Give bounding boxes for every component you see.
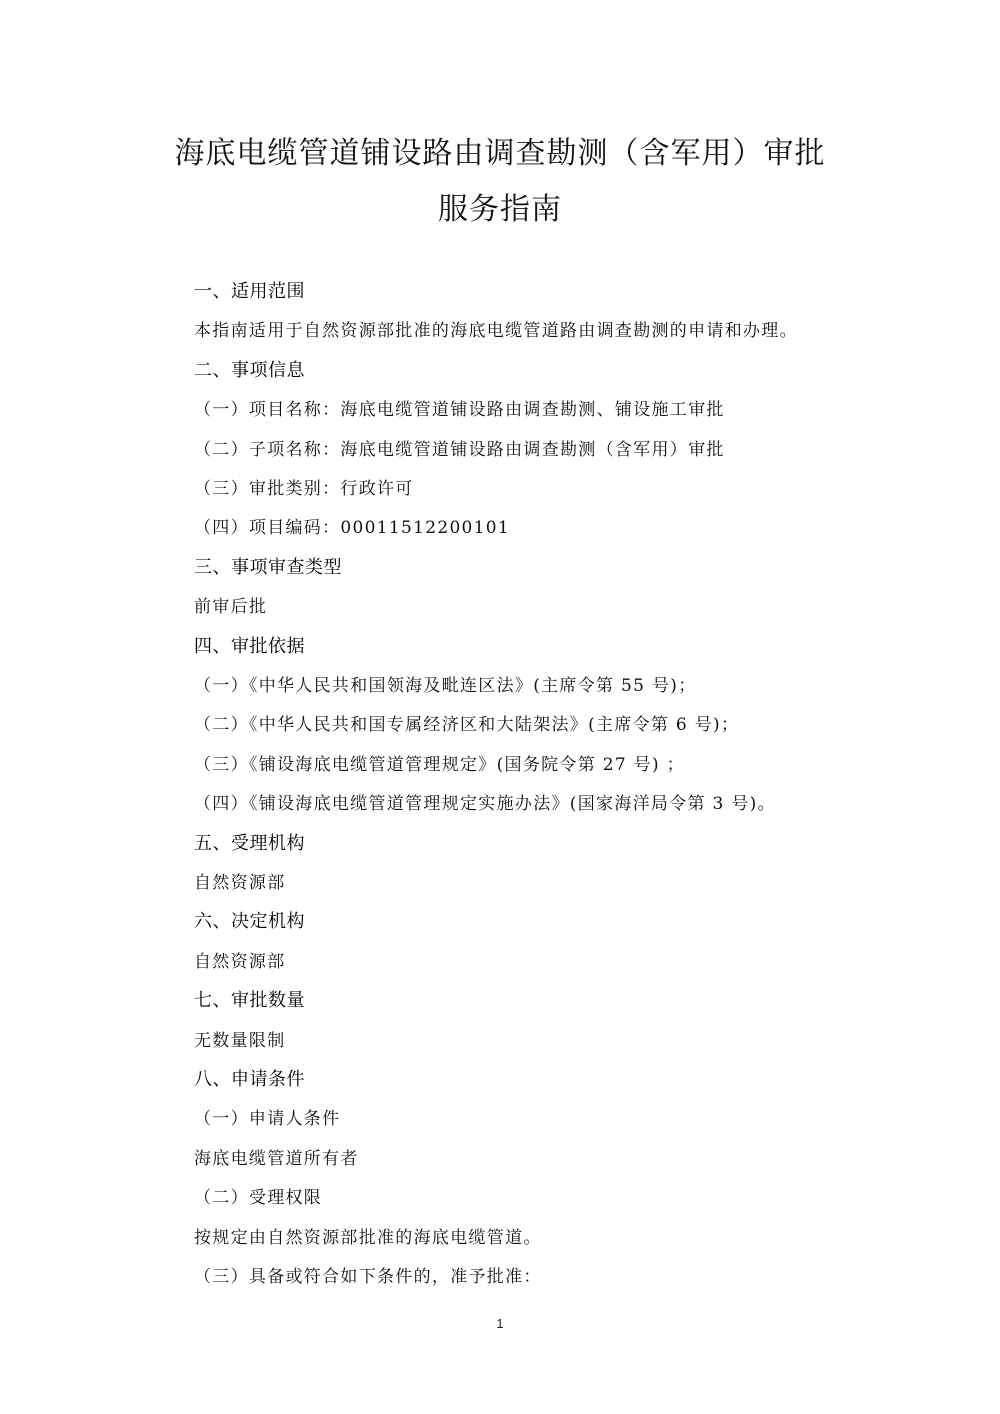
body-line: （四）项目编码：00011512200101 [194, 518, 511, 538]
document-title: 海底电缆管道铺设路由调查勘测（含军用）审批 [174, 136, 826, 171]
body-line: 前审后批 [194, 597, 268, 617]
body-line: 海底电缆管道所有者 [194, 1149, 359, 1169]
body-line: （四）《铺设海底电缆管道管理规定实施办法》(国家海洋局令第 3 号)。 [194, 794, 776, 814]
section-heading: 一、适用范围 [194, 281, 305, 302]
body-line: （一）《中华人民共和国领海及毗连区法》(主席令第 55 号)； [194, 676, 697, 696]
section-heading: 六、决定机构 [194, 911, 305, 932]
section-heading: 二、事项信息 [194, 360, 305, 381]
body-line: （三）审批类别：行政许可 [194, 479, 414, 499]
body-line: （三）具备或符合如下条件的，准予批准： [194, 1267, 542, 1287]
section-heading: 三、事项审查类型 [194, 557, 342, 578]
body-line: 自然资源部 [194, 873, 286, 893]
body-line: 本指南适用于自然资源部批准的海底电缆管道路由调查勘测的申请和办理。 [194, 321, 798, 341]
body-line: （二）受理权限 [194, 1188, 323, 1208]
body-line: 自然资源部 [194, 952, 286, 972]
section-heading: 八、申请条件 [194, 1069, 305, 1090]
body-line: 按规定由自然资源部批准的海底电缆管道。 [194, 1228, 542, 1248]
page-number: 1 [496, 1316, 504, 1331]
section-heading: 四、审批依据 [194, 636, 305, 657]
section-heading: 七、审批数量 [194, 990, 305, 1011]
section-heading: 五、受理机构 [194, 833, 305, 854]
document-subtitle: 服务指南 [438, 192, 562, 227]
body-line: （二）《中华人民共和国专属经济区和大陆架法》(主席令第 6 号)； [194, 715, 740, 735]
body-line: 无数量限制 [194, 1031, 286, 1051]
body-line: （一）申请人条件 [194, 1109, 341, 1129]
body-line: （一）项目名称：海底电缆管道铺设路由调查勘测、铺设施工审批 [194, 400, 725, 420]
body-line: （三）《铺设海底电缆管道管理规定》(国务院令第 27 号) ； [194, 755, 685, 775]
body-line: （二）子项名称：海底电缆管道铺设路由调查勘测（含军用）审批 [194, 440, 725, 460]
